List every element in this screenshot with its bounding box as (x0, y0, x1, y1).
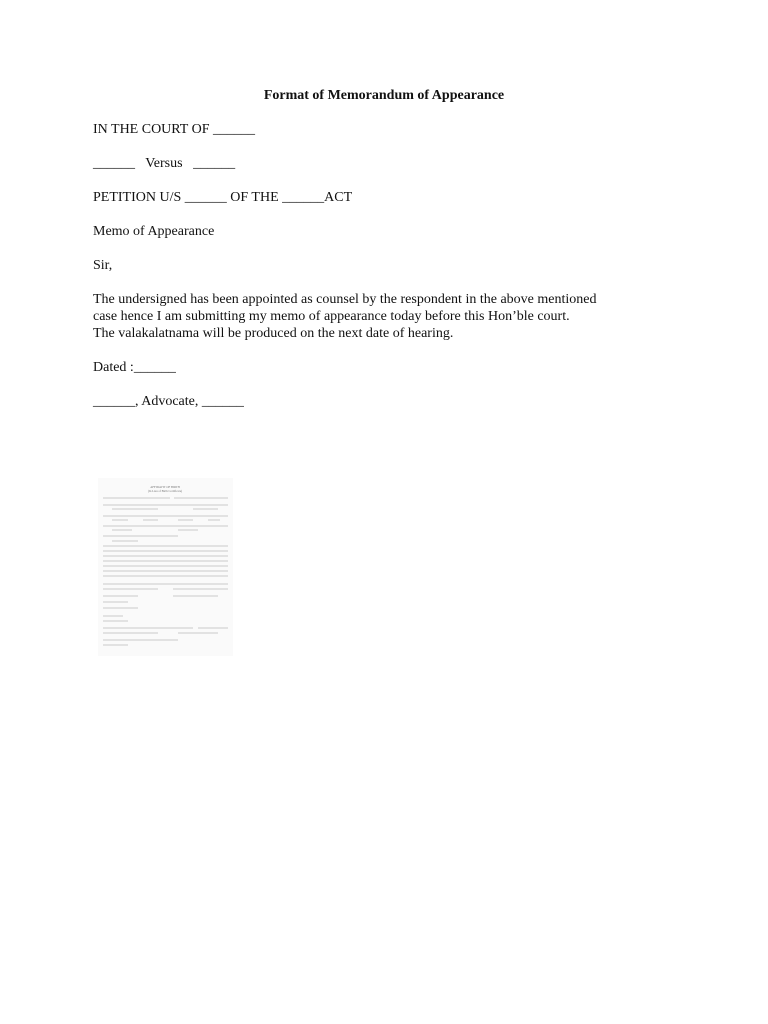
salutation: Sir, (93, 258, 113, 273)
thumb-heading-2: (In Lieu of Birth Certificate) (147, 489, 183, 493)
body-line-1: The undersigned has been appointed as counsel by the respondent in the above mentioned (93, 292, 597, 307)
dated-line: Dated :______ (93, 360, 176, 375)
memo-heading: Memo of Appearance (93, 224, 215, 239)
affidavit-form-thumbnail (98, 478, 233, 656)
court-line: IN THE COURT OF ______ (93, 122, 255, 137)
versus-line: ______ Versus ______ (93, 156, 236, 171)
body-line-2: case hence I am submitting my memo of appearance today before this Hon’ble court. (93, 309, 570, 324)
petition-line: PETITION U/S ______ OF THE ______ACT (93, 190, 353, 205)
document-title: Format of Memorandum of Appearance (263, 88, 505, 103)
affidavit-form-image (98, 478, 233, 656)
body-line-3: The valakalatnama will be produced on the next date of hearing. (93, 326, 454, 341)
thumb-heading-1: AFFIDAVIT OF BIRTH (150, 485, 180, 489)
advocate-line: ______, Advocate, ______ (93, 394, 244, 409)
